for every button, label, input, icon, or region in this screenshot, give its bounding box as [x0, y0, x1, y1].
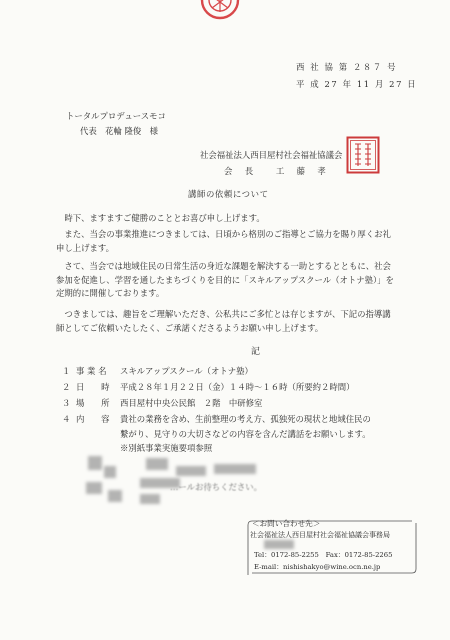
redaction-block [88, 456, 102, 470]
redaction-block [146, 458, 168, 470]
redaction-block [104, 466, 116, 478]
paragraph-1: 時下、ますますご健勝のこととお喜び申し上げます。 [64, 213, 265, 223]
sender-name: 会 長 工 藤 孝 [224, 166, 328, 176]
contact-organization: 社会福祉法人西目屋村社会福祉協議会事務局 [250, 531, 390, 539]
item-value: 平成２８年１月２２日（金）１４時～１６時（所要約２時間） [120, 382, 355, 392]
item-value: 貴社の業務を含め、生前整理の考え方、孤独死の現状と地域住民の [120, 414, 371, 424]
item-label: 事 業 名 [76, 366, 107, 376]
item-value: スキルアップスクール（オトナ塾） [120, 366, 253, 376]
sender-organization: 社会福祉法人西目屋村社会福祉協議会 [200, 150, 343, 160]
item-label: 日 時 [76, 382, 110, 392]
paragraph-3: さて、当会では地域住民の日常生活の身近な課題を解決する一助とするとともに、社会参加を促進し、学習を通したまちづくりを目的に「スキルアップスクール（オトナ塾）」を定期的に開催しております。 [56, 261, 394, 299]
redaction-block [108, 490, 122, 502]
official-seal-icon [346, 136, 380, 174]
item-content-note: ※別紙事業実施要項参照 [120, 443, 213, 453]
item-label: 場 所 [76, 398, 110, 408]
contact-phone-fax: Tel：0172-85-2255 Fax：0172-85-2265 [254, 551, 393, 559]
item-location [62, 398, 262, 409]
item-content-line-2: 繋がり、見守りの大切さなどの内容を含んだ講話をお願いします。 [120, 429, 371, 439]
item-number: ３ [62, 398, 71, 408]
subject: 講師の依頼について [188, 189, 269, 199]
recipient-name: 代表 花輪 隆俊 様 [80, 126, 159, 136]
red-stamp-icon [198, 0, 242, 22]
redaction-block [264, 540, 294, 549]
blurred-closing-text: …ールお待ちください。 [170, 482, 262, 492]
item-number: １ [62, 366, 71, 376]
item-value: 西目屋村中央公民館 ２階 中研修室 [120, 398, 263, 408]
ki-marker: 記 [251, 347, 261, 357]
redaction-block [86, 482, 102, 494]
paragraph-2: また、当会の事業推進につきましては、日頃から格別のご指導とご協力を賜り厚くお礼申し上げます。 [56, 229, 391, 253]
document-number: 西 社 協 第 ２８７ 号 [296, 62, 398, 72]
item-event-name [62, 366, 253, 377]
contact-heading: ＜お問い合わせ先＞ [252, 519, 321, 528]
item-datetime [62, 382, 355, 393]
redaction-block [140, 494, 160, 504]
item-number: ２ [62, 382, 71, 392]
paragraph-4: つきましては、趣旨をご理解いただき、公私共にご多忙とは存じますが、下記の指導講師としてご依頼いたしたく、ご承諾くださるようお願い申し上げます。 [56, 309, 391, 333]
item-label: 内 容 [76, 414, 110, 424]
contact-email: E-mail：nishishakyo@wine.ocn.ne.jp [254, 563, 381, 571]
document-date: 平 成 27 年 11 月 27 日 [296, 79, 418, 89]
recipient-organization: トータルプロデュースモコ [66, 111, 166, 121]
item-number: ４ [62, 414, 71, 424]
redaction-block [176, 466, 206, 476]
item-content [62, 414, 371, 425]
redaction-block [214, 464, 256, 474]
